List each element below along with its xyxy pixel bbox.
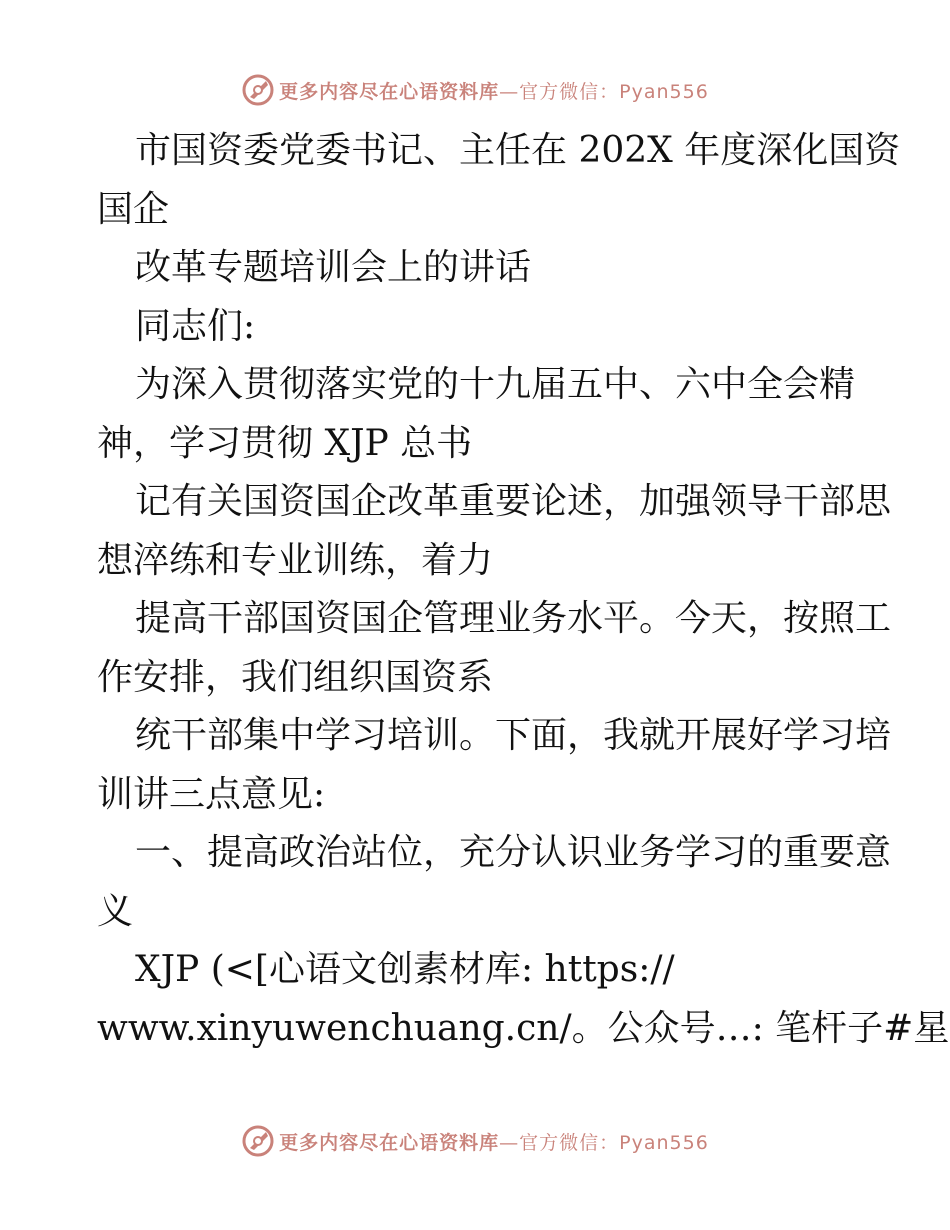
text-line: 提高干部国资国企管理业务水平。今天，按照工 bbox=[135, 598, 892, 639]
brand-logo-icon bbox=[241, 1124, 275, 1158]
text-line: 记有关国资国企改革重要论述，加强领导干部思 bbox=[135, 481, 892, 522]
text-line: 一、提高政治站位，充分认识业务学习的重要意 bbox=[135, 832, 892, 873]
text-line: 国企 bbox=[97, 188, 170, 230]
text-line: 神，学习贯彻 XJP 总书 bbox=[97, 422, 473, 464]
watermark-text: 更多内容尽在心语资料库—官方微信：Pyan556 bbox=[279, 80, 709, 103]
watermark-header bbox=[0, 70, 950, 110]
text-line: 统干部集中学习培训。下面，我就开展好学习培 bbox=[135, 715, 892, 756]
text-line: 市国资委党委书记、主任在 202X 年度深化国资 bbox=[135, 130, 901, 171]
text-line: 同志们: bbox=[135, 305, 256, 347]
watermark-footer bbox=[0, 1121, 950, 1161]
watermark-text: 更多内容尽在心语资料库—官方微信：Pyan556 bbox=[279, 1131, 709, 1154]
text-line: XJP (<[心语文创素材库: https:// bbox=[135, 949, 675, 990]
text-line: 想淬练和专业训练，着力 bbox=[97, 539, 494, 581]
text-line: 作安排，我们组织国资系 bbox=[97, 656, 494, 698]
text-line: www.xinyuwenchuang.cn/。公众号…: 笔杆子#星 bbox=[97, 1007, 950, 1049]
document-body bbox=[97, 122, 950, 1058]
text-line: 训讲三点意见: bbox=[97, 773, 326, 815]
text-line: 为深入贯彻落实党的十九届五中、六中全会精 bbox=[135, 364, 856, 405]
brand-logo-icon bbox=[241, 73, 275, 107]
text-line: 义 bbox=[97, 890, 134, 932]
text-line: 改革专题培训会上的讲话 bbox=[135, 247, 532, 288]
